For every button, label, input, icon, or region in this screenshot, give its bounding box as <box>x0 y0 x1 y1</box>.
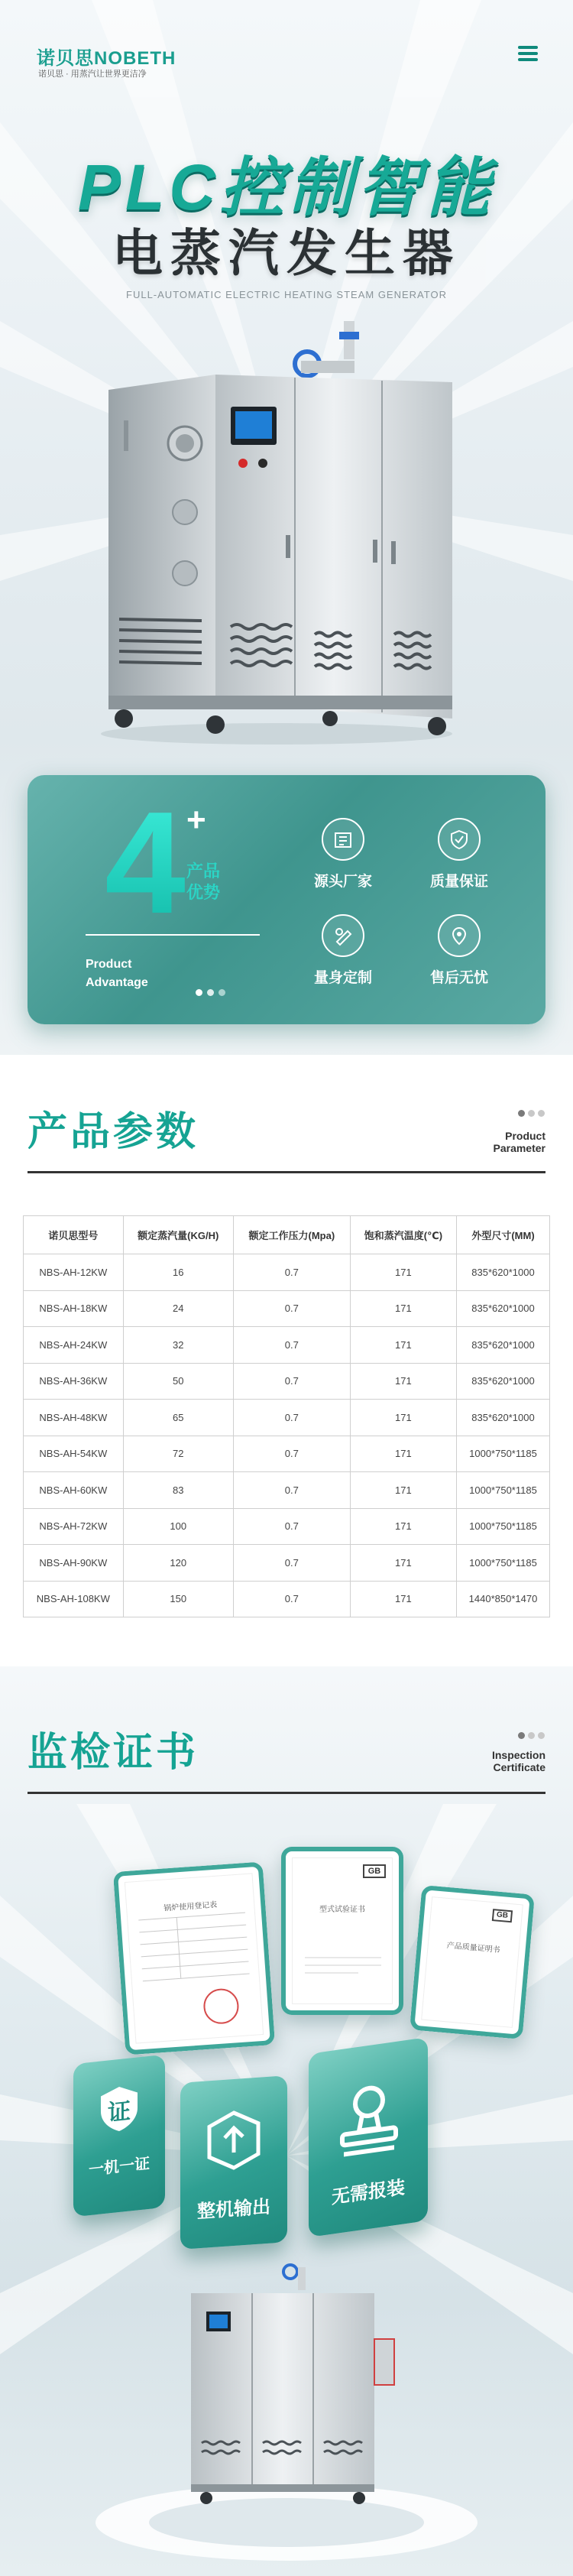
table-row <box>24 1545 550 1582</box>
table-row <box>24 1400 550 1436</box>
logo-cn: 诺贝思 <box>37 48 94 69</box>
table-row <box>24 1290 550 1327</box>
carousel-dot[interactable] <box>207 989 214 996</box>
plus-sign: + <box>186 801 206 839</box>
table-cell: NBS-AH-36KW <box>24 1363 124 1400</box>
table-row <box>24 1581 550 1617</box>
table-cell: 1000*750*1185 <box>456 1508 549 1545</box>
table-column-header: 额定蒸汽量(KG/H) <box>123 1216 233 1254</box>
table-cell: NBS-AH-72KW <box>24 1508 124 1545</box>
tile-no-installation-report: 无需报装 <box>309 2037 428 2237</box>
table-cell: 150 <box>123 1581 233 1617</box>
table-cell: NBS-AH-90KW <box>24 1545 124 1582</box>
table-row <box>24 1436 550 1472</box>
table-cell: 0.7 <box>233 1327 350 1364</box>
table-cell: 50 <box>123 1363 233 1400</box>
advantage-item-customize: 量身定制 <box>293 914 393 991</box>
carousel-dot[interactable] <box>219 989 225 996</box>
table-cell: 171 <box>350 1363 456 1400</box>
table-cell: 72 <box>123 1436 233 1472</box>
table-cell: 171 <box>350 1508 456 1545</box>
section-dots <box>515 1729 545 1743</box>
table-cell: 171 <box>350 1290 456 1327</box>
table-cell: 0.7 <box>233 1545 350 1582</box>
inspection-certificate-section <box>0 1666 573 2576</box>
stamp-icon <box>335 2078 403 2161</box>
table-cell: 0.7 <box>233 1472 350 1509</box>
table-cell: NBS-AH-54KW <box>24 1436 124 1472</box>
table-cell: 0.7 <box>233 1290 350 1327</box>
table-cell: 171 <box>350 1581 456 1617</box>
cert-title-en: Inspection Certificate <box>491 1749 545 1773</box>
table-cell: NBS-AH-12KW <box>24 1254 124 1291</box>
parameter-table <box>23 1215 550 1617</box>
factory-icon <box>322 818 364 861</box>
table-cell: NBS-AH-60KW <box>24 1472 124 1509</box>
table-cell: NBS-AH-18KW <box>24 1290 124 1327</box>
table-cell: 171 <box>350 1545 456 1582</box>
table-cell: 65 <box>123 1400 233 1436</box>
params-title-underline <box>28 1171 545 1173</box>
params-title-en: Product Parameter <box>493 1130 545 1154</box>
table-cell: 171 <box>350 1400 456 1436</box>
certificate-icon: 证 <box>96 2081 142 2135</box>
svg-text:4: 4 <box>105 798 186 920</box>
table-cell: 0.7 <box>233 1581 350 1617</box>
table-column-header: 诺贝思型号 <box>24 1216 124 1254</box>
table-cell: 0.7 <box>233 1363 350 1400</box>
carousel-dot[interactable] <box>196 989 202 996</box>
advantage-item-factory: 源头厂家 <box>293 818 393 894</box>
table-cell: 83 <box>123 1472 233 1509</box>
table-cell: 16 <box>123 1254 233 1291</box>
table-cell: 1000*750*1185 <box>456 1545 549 1582</box>
table-cell: 0.7 <box>233 1400 350 1436</box>
advantage-divider <box>86 934 260 936</box>
product-advantage-card <box>28 775 545 1024</box>
table-cell: 1000*750*1185 <box>456 1472 549 1509</box>
hero-title-line1: PLC控制智能 <box>77 151 495 223</box>
table-cell: 171 <box>350 1327 456 1364</box>
table-cell: 100 <box>123 1508 233 1545</box>
params-title: 产品参数 <box>28 1110 199 1154</box>
table-cell: 171 <box>350 1436 456 1472</box>
table-cell: NBS-AH-108KW <box>24 1581 124 1617</box>
box-output-icon <box>205 2107 263 2172</box>
logo-en: NOBETH <box>94 48 176 69</box>
gb-mark-icon: GB <box>363 1864 386 1878</box>
table-row <box>24 1327 550 1364</box>
table-header-row <box>24 1216 550 1254</box>
advantage-label-en: Product Advantage <box>86 958 148 989</box>
section-dots <box>515 1107 545 1121</box>
table-cell: NBS-AH-24KW <box>24 1327 124 1364</box>
quality-shield-icon <box>438 818 481 861</box>
customize-icon <box>322 914 364 957</box>
table-row <box>24 1363 550 1400</box>
table-cell: 835*620*1000 <box>456 1327 549 1364</box>
certificate-document: GB 型式试验证书 <box>281 1847 403 2015</box>
table-cell: 171 <box>350 1254 456 1291</box>
cert-title-underline <box>28 1792 545 1794</box>
table-column-header: 饱和蒸汽温度(℃) <box>350 1216 456 1254</box>
product-parameters-section <box>0 1055 573 1666</box>
carousel-dots[interactable] <box>196 986 230 1000</box>
cert-title: 监检证书 <box>28 1731 199 1775</box>
table-cell: 24 <box>123 1290 233 1327</box>
table-row <box>24 1508 550 1545</box>
tile-complete-machine-output: 整机输出 <box>180 2075 287 2250</box>
table-row <box>24 1254 550 1291</box>
brand-logo[interactable] <box>37 43 205 89</box>
table-cell: 835*620*1000 <box>456 1400 549 1436</box>
table-body <box>24 1254 550 1617</box>
after-sales-icon <box>438 914 481 957</box>
gb-mark-icon: GB <box>492 1909 513 1922</box>
steam-generator-image <box>101 321 452 749</box>
hero-title-line2: 电蒸汽发生器 <box>112 225 461 281</box>
hero-subtitle: FULL-AUTOMATIC ELECTRIC HEATING STEAM GENERATOR <box>126 289 447 300</box>
table-cell: 0.7 <box>233 1254 350 1291</box>
table-cell: 835*620*1000 <box>456 1290 549 1327</box>
advantage-item-quality: 质量保证 <box>410 818 509 894</box>
advantage-item-after-sales: 售后无忧 <box>410 914 509 991</box>
advantage-label-cn: 产品优势 <box>186 861 221 902</box>
tile-one-machine-one-certificate: 证 一机一证 <box>73 2055 165 2218</box>
site-header <box>0 0 573 107</box>
table-column-header: 额定工作压力(Mpa) <box>233 1216 350 1254</box>
table-column-header: 外型尺寸(MM) <box>456 1216 549 1254</box>
table-cell: NBS-AH-48KW <box>24 1400 124 1436</box>
table-cell: 0.7 <box>233 1436 350 1472</box>
hero-section <box>0 0 573 1055</box>
table-row <box>24 1472 550 1509</box>
table-cell: 171 <box>350 1472 456 1509</box>
table-cell: 835*620*1000 <box>456 1363 549 1400</box>
table-cell: 835*620*1000 <box>456 1254 549 1291</box>
hamburger-icon[interactable] <box>516 43 539 63</box>
steam-generator-small-image <box>183 2263 397 2507</box>
logo-slogan: 诺贝思 · 用蒸汽让世界更洁净 <box>38 70 147 79</box>
table-cell: 32 <box>123 1327 233 1364</box>
table-cell: 120 <box>123 1545 233 1582</box>
table-cell: 1000*750*1185 <box>456 1436 549 1472</box>
certificate-document: GB 产品质量证明书 <box>410 1885 535 2039</box>
table-cell: 0.7 <box>233 1508 350 1545</box>
table-cell: 1440*850*1470 <box>456 1581 549 1617</box>
certificate-document: 锅炉使用登记表 <box>113 1861 275 2055</box>
